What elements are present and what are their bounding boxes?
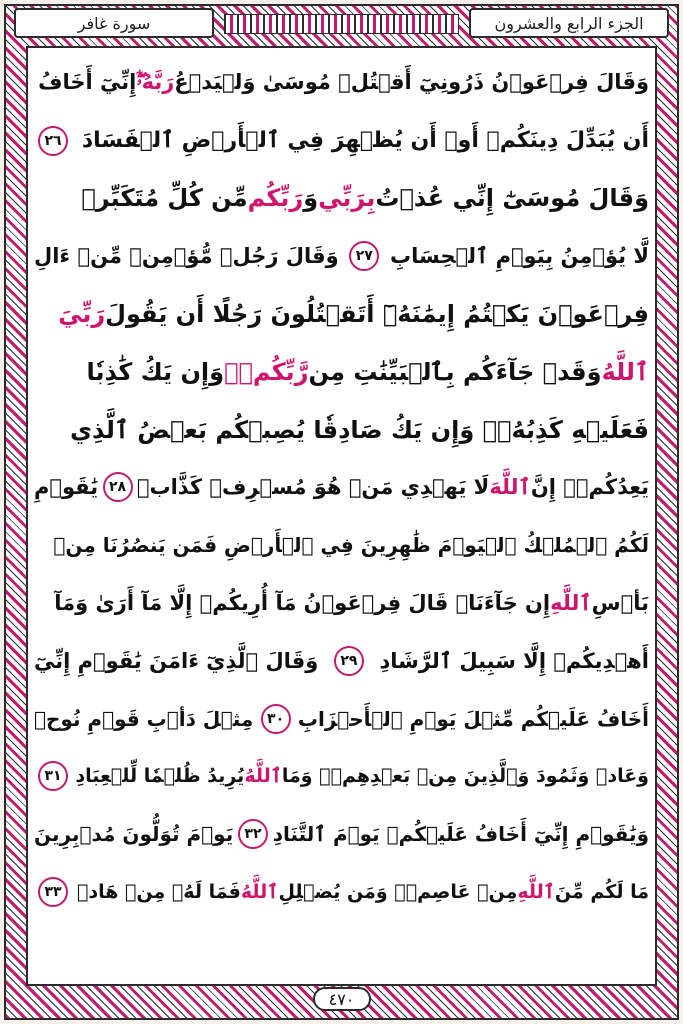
juz-label: الجزء الرابع والعشرون <box>469 8 669 38</box>
line-text <box>77 881 649 903</box>
verse-text: وَقَالَ رَجُلٞ مُّؤۡمِنٞ مِّنۡ ءَالِ <box>34 244 339 269</box>
verse-text: بَأۡسِ <box>591 591 649 616</box>
text-line <box>34 863 649 921</box>
line-text <box>390 244 649 268</box>
verse-text: لَّا يُؤۡمِنُ بِيَوۡمِ ٱلۡحِسَابِ <box>389 244 649 269</box>
header-ornament <box>224 14 459 34</box>
ayah-number-marker: ٣١ <box>38 761 68 791</box>
line-text <box>34 707 253 731</box>
verse-text: أَهۡدِيكُمۡ إِلَّا سَبِيلَ ٱلرَّشَادِ <box>379 648 649 673</box>
line-text <box>70 416 649 444</box>
line-text <box>34 649 318 673</box>
verse-text: مَا لَكُم مِّنَ <box>554 881 649 904</box>
divine-name-text: ٱللَّهِ <box>550 591 592 616</box>
line-text <box>54 591 649 615</box>
verse-text: يَعِدُكُمۡۖ إِنَّ <box>530 475 649 500</box>
ayah-number-marker: ٣٣ <box>38 877 68 907</box>
divine-name-text: ٱللَّهَ <box>489 475 531 500</box>
ayah-number-marker: ٢٩ <box>334 646 364 676</box>
ayah-number-marker: ٢٨ <box>103 472 133 502</box>
verse-text: وَإِن يَكُ كَٰذِبٗا <box>86 357 225 386</box>
verse-text: وَقَالَ مُوسَىٰٓ إِنِّي عُذۡتُ <box>375 184 649 213</box>
divine-name-text: بِرَبِّي <box>318 184 376 213</box>
line-text <box>137 475 649 499</box>
text-line <box>34 285 649 343</box>
line-text <box>298 707 649 731</box>
verse-text: أَن يُبَدِّلَ دِينَكُمۡ أَوۡ أَن يُظۡهِرَ فِي ٱلۡأَرۡضِ ٱلۡفَسَادَ <box>81 128 649 154</box>
text-line <box>34 516 649 574</box>
verse-text: لَكُمُ ٱلۡمُلۡكُ ٱلۡيَوۡمَ ظَٰهِرِينَ فِي ٱلۡأَرۡضِ فَمَن يَنصُرُنَا مِنۢ <box>53 533 649 558</box>
text-line <box>34 401 649 459</box>
divine-name-text: رَبِّكُم <box>247 184 304 213</box>
line-text <box>34 822 233 846</box>
verse-text: مِّن كُلِّ مُتَكَبِّرٖ <box>81 184 248 213</box>
line-text <box>82 128 649 153</box>
verse-text: وَعَادٖ وَثَمُودَ وَٱلَّذِينَ مِنۢ بَعۡدِهِمۡۚ وَمَا <box>281 765 649 788</box>
text-line <box>34 343 649 401</box>
divine-name-text: رَبِّيَ <box>58 300 106 329</box>
divine-name-text: ٱللَّهُ <box>244 765 282 788</box>
divine-name-text: رَّبِّكُمۡۖ <box>224 357 309 386</box>
verse-text: مِثۡلَ دَأۡبِ قَوۡمِ نُوحٖ <box>34 706 254 731</box>
verse-text: يُرِيدُ ظُلۡمٗا لِّلۡعِبَادِ <box>75 765 245 788</box>
text-line <box>34 748 649 806</box>
divine-name-text: ٱللَّهِ <box>517 881 555 904</box>
text-line <box>34 805 649 863</box>
page-number: ٤٧٠ <box>313 987 371 1011</box>
line-text <box>81 184 649 212</box>
verse-text: وَقَالَ فِرۡعَوۡنُ ذَرُونِيٓ أَقۡتُلۡ مُوسَىٰ وَلۡيَدۡعُ <box>174 70 649 95</box>
verse-text: يَٰقَوۡمِ <box>34 475 99 500</box>
verse-text: أَخَافُ عَلَيۡكُم مِّثۡلَ يَوۡمِ ٱلۡأَحۡزَابِ <box>297 706 649 731</box>
ayah-number-marker: ٢٧ <box>349 241 379 271</box>
line-text <box>34 475 98 499</box>
ayah-number-marker: ٢٦ <box>38 126 68 156</box>
line-text <box>38 70 649 95</box>
line-text <box>379 649 649 673</box>
verse-text: يَوۡمَ تُوَلُّونَ مُدۡبِرِينَ <box>34 822 234 847</box>
text-line <box>34 574 649 632</box>
quran-text <box>34 54 649 982</box>
verse-text: فِرۡعَوۡنَ يَكۡتُمُ إِيمَٰنَهُۥٓ أَتَقۡتُلُونَ رَجُلًا أَن يَقُولَ <box>105 300 649 329</box>
ayah-number-marker: ٣٢ <box>238 819 268 849</box>
verse-text: إِنِّيٓ أَخَافُ <box>38 70 137 95</box>
verse-text: وَقَدۡ جَآءَكُم بِٱلۡبَيِّنَٰتِ مِن <box>308 357 602 386</box>
text-line <box>34 690 649 748</box>
line-text <box>53 533 649 557</box>
text-line <box>34 632 649 690</box>
verse-text: لَا يَهۡدِي مَنۡ هُوَ مُسۡرِفٞ كَذَّابٞ <box>136 475 490 500</box>
text-line <box>34 170 649 228</box>
text-line <box>34 54 649 112</box>
line-text <box>58 300 649 328</box>
verse-text: فَعَلَيۡهِ كَذِبُهُۥۖ وَإِن يَكُ صَادِقٗا يُصِبۡكُم بَعۡضُ ٱلَّذِي <box>70 415 649 444</box>
line-text <box>75 765 649 787</box>
verse-text: وَ <box>303 184 319 213</box>
surah-label: سورة غافر <box>14 8 214 38</box>
text-line <box>34 227 649 285</box>
verse-text: وَيَٰقَوۡمِ إِنِّيٓ أَخَافُ عَلَيۡكُمۡ يَوۡمَ ٱلتَّنَادِ <box>272 822 649 847</box>
line-text <box>34 244 339 268</box>
footer <box>0 984 683 1014</box>
ayah-number-marker: ٣٠ <box>261 704 291 734</box>
verse-text: وَقَالَ ٱلَّذِيٓ ءَامَنَ يَٰقَوۡمِ إِنِّيٓ <box>34 648 319 673</box>
text-line <box>34 112 649 170</box>
verse-text: إِن جَآءَنَاۚ قَالَ فِرۡعَوۡنُ مَآ أُرِيكُمۡ إِلَّا مَآ أَرَىٰ وَمَآ <box>54 591 551 616</box>
line-text <box>273 822 649 846</box>
divine-name-text: رَبَّهُۥٓۖ <box>136 70 175 95</box>
verse-text: مِنۡ عَاصِمٖۗ وَمَن يُضۡلِلِ <box>278 881 518 904</box>
text-line <box>34 459 649 517</box>
divine-name-text: ٱللَّهُ <box>601 357 649 386</box>
divine-name-text: ٱللَّهُ <box>240 881 279 904</box>
verse-text: فَمَا لَهُۥ مِنۡ هَادٖ <box>76 881 241 904</box>
line-text <box>87 358 649 386</box>
